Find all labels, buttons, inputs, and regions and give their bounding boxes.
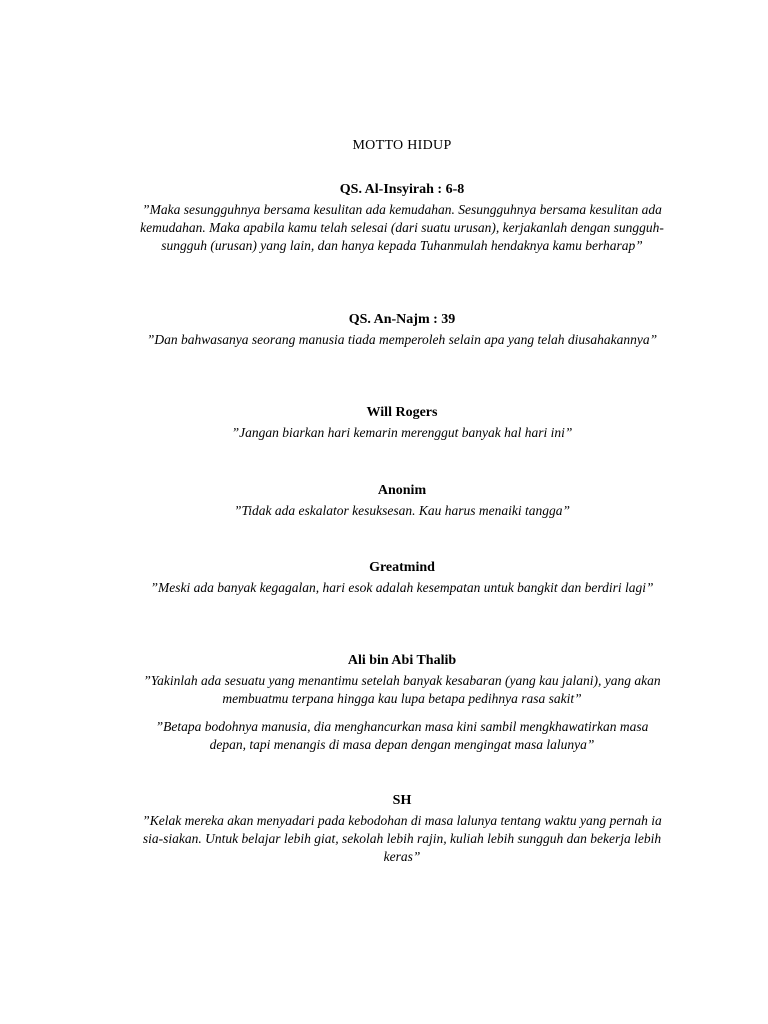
- section-heading: SH: [392, 793, 412, 808]
- quote-text: ”Dan bahwasanya seorang manusia tiada memperoleh selain apa yang telah diusahakannya”: [146, 332, 658, 347]
- section-heading: Anonim: [377, 483, 427, 498]
- quote-text: ”Yakinlah ada sesuatu yang menantimu setelah banyak kesabaran (yang kau jalani), yang akan membuatmu terpana hingga kau lupa betapa pedihnya rasa sakit”: [143, 673, 661, 706]
- motto-section-al-insyirah: [140, 181, 664, 255]
- motto-section-anonim: [140, 482, 664, 520]
- motto-section-sh: [140, 792, 664, 866]
- quote-text: ”Tidak ada eskalator kesuksesan. Kau harus menaiki tangga”: [234, 503, 570, 518]
- section-heading: Greatmind: [369, 560, 435, 575]
- section-heading: Will Rogers: [366, 405, 438, 420]
- section-heading: QS. An-Najm : 39: [348, 312, 456, 327]
- motto-section-an-najm: [140, 311, 664, 349]
- section-heading: Ali bin Abi Thalib: [347, 653, 457, 668]
- quote-text: ”Kelak mereka akan menyadari pada kebodohan di masa lalunya tentang waktu yang pernah ia sia-siakan. Untuk belajar lebih giat, sekolah lebih rajin, kuliah lebih sungguh dan bekerja lebih keras”: [142, 813, 662, 864]
- quote-text: ”Meski ada banyak kegagalan, hari esok adalah kesempatan untuk bangkit dan berdiri lagi”: [150, 580, 654, 595]
- page-title: MOTTO HIDUP: [352, 138, 452, 153]
- motto-section-will-rogers: [140, 404, 664, 442]
- quote-text: ”Betapa bodohnya manusia, dia menghancurkan masa kini sambil mengkhawatirkan masa depan, tapi menangis di masa depan dengan mengingat masa lalunya”: [155, 719, 649, 752]
- quote-text: ”Jangan biarkan hari kemarin merenggut banyak hal hari ini”: [231, 425, 573, 440]
- section-heading: QS. Al-Insyirah : 6-8: [339, 182, 465, 197]
- quote-text: ”Maka sesungguhnya bersama kesulitan ada kemudahan. Sesungguhnya bersama kesulitan ada kemudahan. Maka apabila kamu telah selesai (dari suatu urusan), kerjakanlah dengan sungguh-sungguh (urusan) yang lain, dan hanya kepada Tuhanmulah hendaknya kamu berharap”: [140, 202, 664, 253]
- motto-section-ali-bin-abi-thalib: [140, 652, 664, 754]
- motto-section-greatmind: [140, 559, 664, 597]
